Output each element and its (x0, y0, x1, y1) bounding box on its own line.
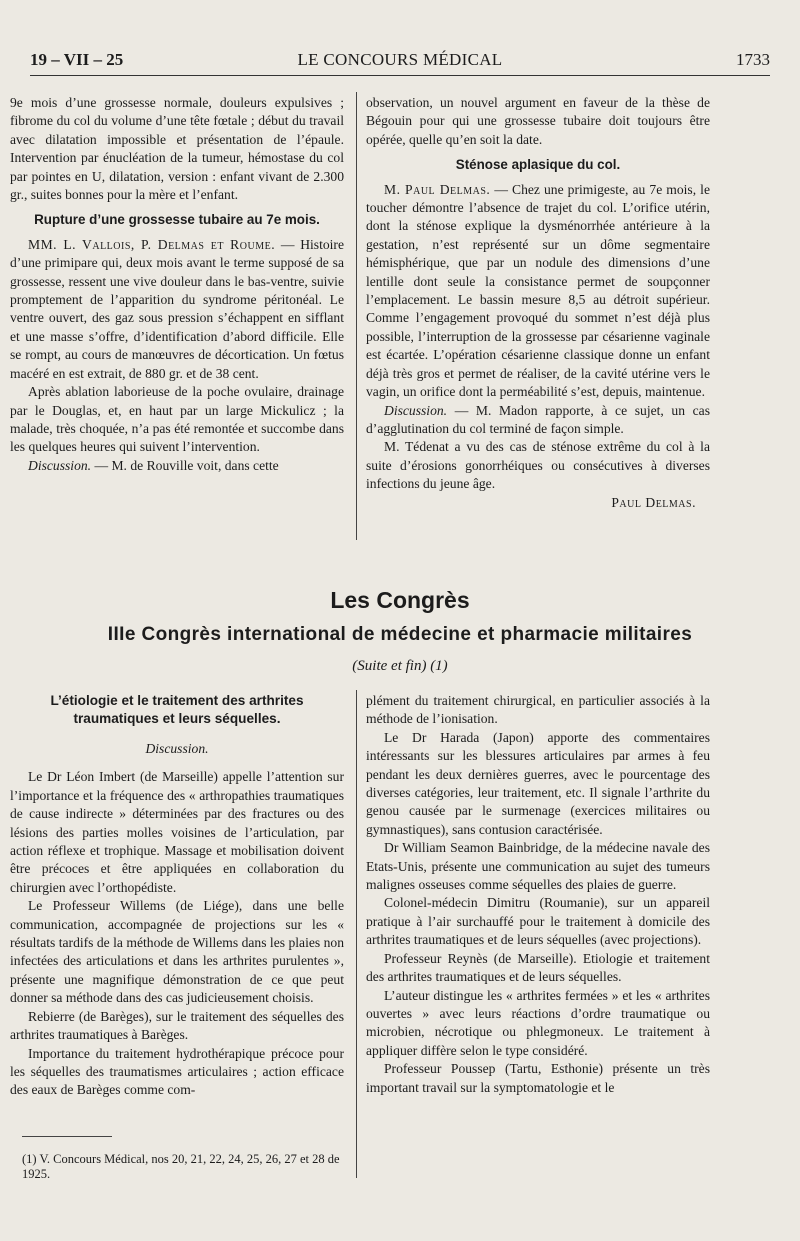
bottom-right-column (366, 692, 710, 1097)
column-divider (356, 690, 357, 1178)
paragraph: Professeur Reynès (de Marseille). Etiologie et traitement des arthrites traumatiques et de leurs séquelles. (366, 950, 710, 985)
paragraph (10, 236, 344, 383)
continuation-text: (Suite et fin) (1) (352, 658, 448, 674)
paragraph (366, 181, 710, 402)
article-title: L’étiologie et le traitement des arthrites traumatiques et leurs séquelles. (50, 693, 304, 726)
paragraph: Dr William Seamon Bainbridge, de la médecine navale des Etats-Unis, présente une communication au sujet des tumeurs malignes osseuses comme séquelles des plaies de guerre. (366, 840, 710, 893)
discussion-label: Discussion. (384, 402, 448, 418)
paragraph (366, 402, 710, 439)
footnote: (1) V. Concours Médical, nos 20, 21, 22, 24, 25, 26, 27 et 28 de 1925. (22, 1152, 340, 1181)
paragraph: M. Tédenat a vu des cas de sténose extrême du col à la suite d’érosions gonorrhéiques ou consécutives à diverses infections du jeune âge. (366, 439, 710, 492)
paragraph-text: — Histoire d’une primipare qui, deux mois avant le terme supposé de sa grossesse, ressent une vive douleur dans le bas-ventre, suivie promptement de l’apparition du syndrome péritonéal. Le ventre ouvert, des gaz sous pression s’échappent en sifflant et une masse s’offre, d’identification d’abord difficile. Elle se rompt, au cours de manœuvres de décortication. Un fœtus macéré en est extrait, de 880 gr. et de 38 cent. (10, 236, 344, 381)
paragraph: Colonel-médecin Dimitru (Roumanie), sur un appareil pratique à l’air surchauffé pour le traitement à domicile des arthrites traumatiques et de leurs séquelles (avec projections). (366, 895, 710, 948)
header-journal-title: LE CONCOURS MÉDICAL (297, 50, 503, 69)
authors: MM. L. Vallois, P. Delmas et Roume. (28, 236, 276, 252)
author: M. Paul Delmas. (384, 181, 491, 197)
paragraph: Importance du traitement hydrothérapique précoce pour les séquelles des traumatismes articulaires ; action efficace des eaux de Barèges comme com- (10, 1045, 344, 1098)
paragraph: Rebierre (de Barèges), sur le traitement des séquelles des arthrites traumatiques à Barèges. (10, 1008, 344, 1043)
subheading-tubal-rupture: Rupture d’une grossesse tubaire au 7e mois. (34, 212, 320, 228)
paragraph: observation, un nouvel argument en faveur de la thèse de Bégouin pour qui une grossesse tubaire doit toujours être opérée, quelle qu’en soit la date. (366, 95, 710, 147)
top-left-column (10, 94, 344, 475)
footnote-rule (22, 1136, 112, 1137)
paragraph (10, 457, 344, 475)
continuation-note (0, 658, 800, 675)
congress-title: IIIe Congrès international de médecine et pharmacie militaires (107, 624, 693, 645)
subheading-stenosis: Sténose aplasique du col. (455, 157, 621, 173)
page-header (22, 50, 778, 76)
header-rule (30, 75, 770, 76)
paragraph-text: — M. Madon rapporte, à ce sujet, un cas d’agglutination du col terminé de façon simple. (366, 402, 710, 436)
paragraph: plément du traitement chirurgical, en particulier associés à la méthode de l’ionisation. (366, 693, 710, 727)
paragraph: Après ablation laborieuse de la poche ovulaire, drainage par le Douglas, et, en haut par un large Mickulicz ; la malade, très choquée, n’a pas été remontée et succombe dans les quelques heures qui suivent l’intervention. (10, 384, 344, 455)
paragraph: 9e mois d’une grossesse normale, douleurs expulsives ; fibrome du col du volume d’une tête fœtale ; début du travail avec dilatation impossible et présentation de l’épaule. Intervention par énucléation de la tumeur, hémostase du col par pointes en U, dilatation, version : enfant vivant de 2.300 gr., suites bonnes pour la mère et l’enfant. (10, 95, 344, 203)
paragraph: L’auteur distingue les « arthrites fermées » et les « arthrites ouvertes » avec leurs réactions d’ordre traumatique ou microbien, nécrotique ou phlegmoneux. Le traitement à appliquer diffère selon le type considéré. (366, 987, 710, 1058)
column-divider (356, 92, 357, 540)
header-page-number: 1733 (736, 50, 770, 69)
signature: Paul Delmas. (611, 494, 696, 510)
paragraph: Le Dr Léon Imbert (de Marseille) appelle l’attention sur l’importance et la fréquence des « arthropathies traumatiques de cause indirecte » déterminées par des fractures ou des lésions des parties molles voisines de l’articulation, par action réflexe et trophique. Massage et mobilisation doivent être précoces et être appliquées en collaboration du chirurgien avec l’orthopédiste. (10, 769, 344, 895)
header-date: 19 – VII – 25 (30, 50, 124, 69)
paragraph: Le Professeur Willems (de Liége), dans une belle communication, accompagnée de projections sur les « résultats tardifs de la méthode de Willems dans les plaies non infectées des articulations et dans les arthrites purulentes », présente une magnifique démonstration de ce que peut donner sa méthode dans des cas judicieusement choisis. (10, 898, 344, 1006)
discussion-heading: Discussion. (145, 741, 209, 756)
top-right-column (366, 94, 710, 512)
section-title: Les Congrès (330, 587, 470, 613)
paragraph: Le Dr Harada (Japon) apporte des commentaires intéressants sur les blessures articulaires par armes à feu pendant les deux dernières guerres, avec le pourcentage des diverses catégories, leur traitement, etc. Il signale l’arthrite du genou causée par le surmenage (exercices militaires ou gymnastiques), sans contusion caractérisée. (366, 729, 710, 837)
paragraph: Professeur Poussep (Tartu, Esthonie) présente un très important travail sur la symptomatologie et le (366, 1061, 710, 1095)
bottom-left-column (10, 692, 344, 1100)
discussion-label: Discussion. (28, 457, 92, 473)
paragraph-text: — M. de Rouville voit, dans cette (91, 457, 279, 473)
paragraph-text: — Chez une primigeste, au 7e mois, le toucher démontre l’absence de trajet du col. L’orifice utérin, dont la sténose explique la dysménorrhée antérieure à la gestation, n’est représenté sur un dôme segmentaire hémisphérique, que par un nodule des dimensions d’une lentille dont seule la consistance permet de soupçonner l’emplacement. Le bassin mesure 8,5 au détroit supérieur. Comme l’engagement provoqué du sommet n’est déjà plus possible, l’interruption de la grossesse par césarienne vaginale est écartée. L’opération césarienne classique donne un enfant déjà très gros et permet de réaliser, de la cavité utérine vers le vagin, un orifice dont la perméabilité s’est, depuis, maintenue. (366, 181, 710, 400)
